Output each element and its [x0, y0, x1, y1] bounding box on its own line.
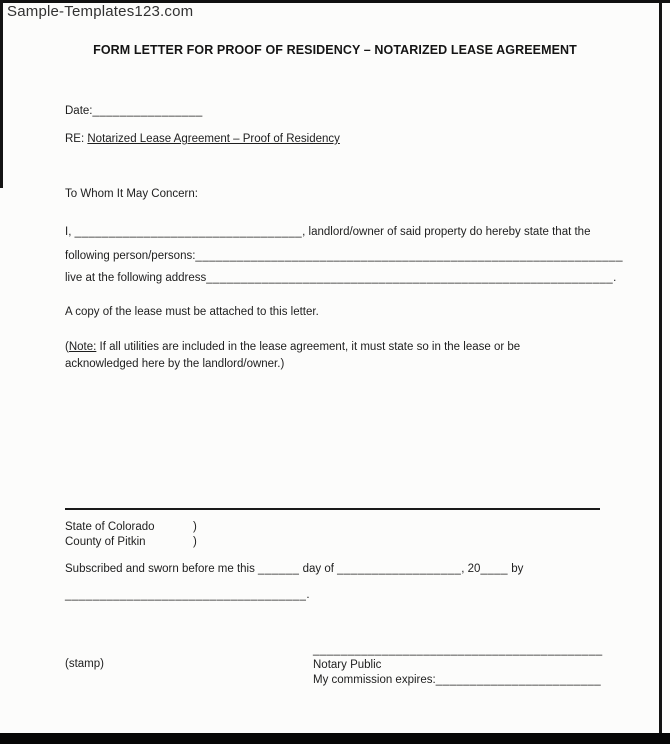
persons-label: following person/persons:	[65, 250, 196, 262]
note-word: Note:	[68, 341, 97, 353]
state-line	[65, 521, 197, 533]
address-blank: ___________________________________________________________	[206, 272, 614, 284]
note-rest: If all utilities are included in the lease agreement, it must state so in the lease or be	[96, 341, 521, 353]
address-line	[65, 272, 616, 284]
sworn-mid: day of	[299, 563, 338, 575]
notary-signature-line	[313, 644, 603, 656]
county-label: County of Pitkin	[65, 536, 146, 548]
notary-signature-blank: __________________________________________	[313, 644, 603, 656]
commission-line	[313, 674, 601, 686]
signer-blank: ___________________________________	[65, 589, 307, 601]
county-bracket: )	[193, 536, 197, 548]
sworn-year-blank: ____	[480, 563, 509, 575]
note-open-paren: (	[65, 341, 69, 353]
watermark-text: Sample-Templates123.com	[7, 3, 194, 20]
page-border-left	[0, 0, 3, 188]
salutation: To Whom It May Concern:	[65, 188, 198, 200]
state-bracket: )	[193, 521, 197, 533]
intro-prefix: I,	[65, 226, 75, 238]
utilities-note-line1	[65, 341, 520, 353]
persons-blank: ______________________________________________________________	[195, 250, 623, 262]
re-line	[65, 133, 340, 145]
persons-line	[65, 250, 623, 262]
intro-blank: _________________________________	[74, 226, 303, 238]
stamp-label: (stamp)	[65, 658, 104, 670]
attachment-note: A copy of the lease must be attached to this letter.	[65, 306, 319, 318]
sworn-month-blank: __________________	[337, 563, 462, 575]
signer-end: .	[306, 589, 310, 601]
address-label: live at the following address	[65, 272, 207, 284]
intro-line	[65, 226, 590, 238]
commission-label: My commission expires:	[313, 674, 436, 686]
state-label: State of Colorado	[65, 521, 155, 533]
signature-divider-line	[65, 508, 600, 510]
sworn-day-blank: ______	[258, 563, 300, 575]
re-label: RE:	[65, 133, 88, 145]
commission-blank: ________________________	[435, 674, 602, 686]
re-subject: Notarized Lease Agreement – Proof of Residency	[87, 133, 340, 145]
bottom-black-bar	[0, 733, 670, 744]
notary-public-label: Notary Public	[313, 659, 382, 671]
date-label: Date:	[65, 105, 93, 117]
date-blank: ________________	[92, 105, 203, 117]
page-border-right	[659, 2, 662, 734]
date-line	[65, 105, 203, 117]
sworn-suffix: by	[508, 563, 524, 575]
sworn-year-prefix: , 20	[461, 563, 481, 575]
address-end: .	[613, 272, 617, 284]
intro-suffix: , landlord/owner of said property do hereby state that the	[302, 226, 591, 238]
county-line	[65, 536, 197, 548]
landlord-signature-line	[65, 589, 310, 601]
sworn-prefix: Subscribed and sworn before me this	[65, 563, 259, 575]
utilities-note-line2: acknowledged here by the landlord/owner.)	[65, 358, 285, 370]
sworn-line	[65, 563, 523, 575]
document-title: FORM LETTER FOR PROOF OF RESIDENCY – NOTARIZED LEASE AGREEMENT	[93, 43, 577, 57]
